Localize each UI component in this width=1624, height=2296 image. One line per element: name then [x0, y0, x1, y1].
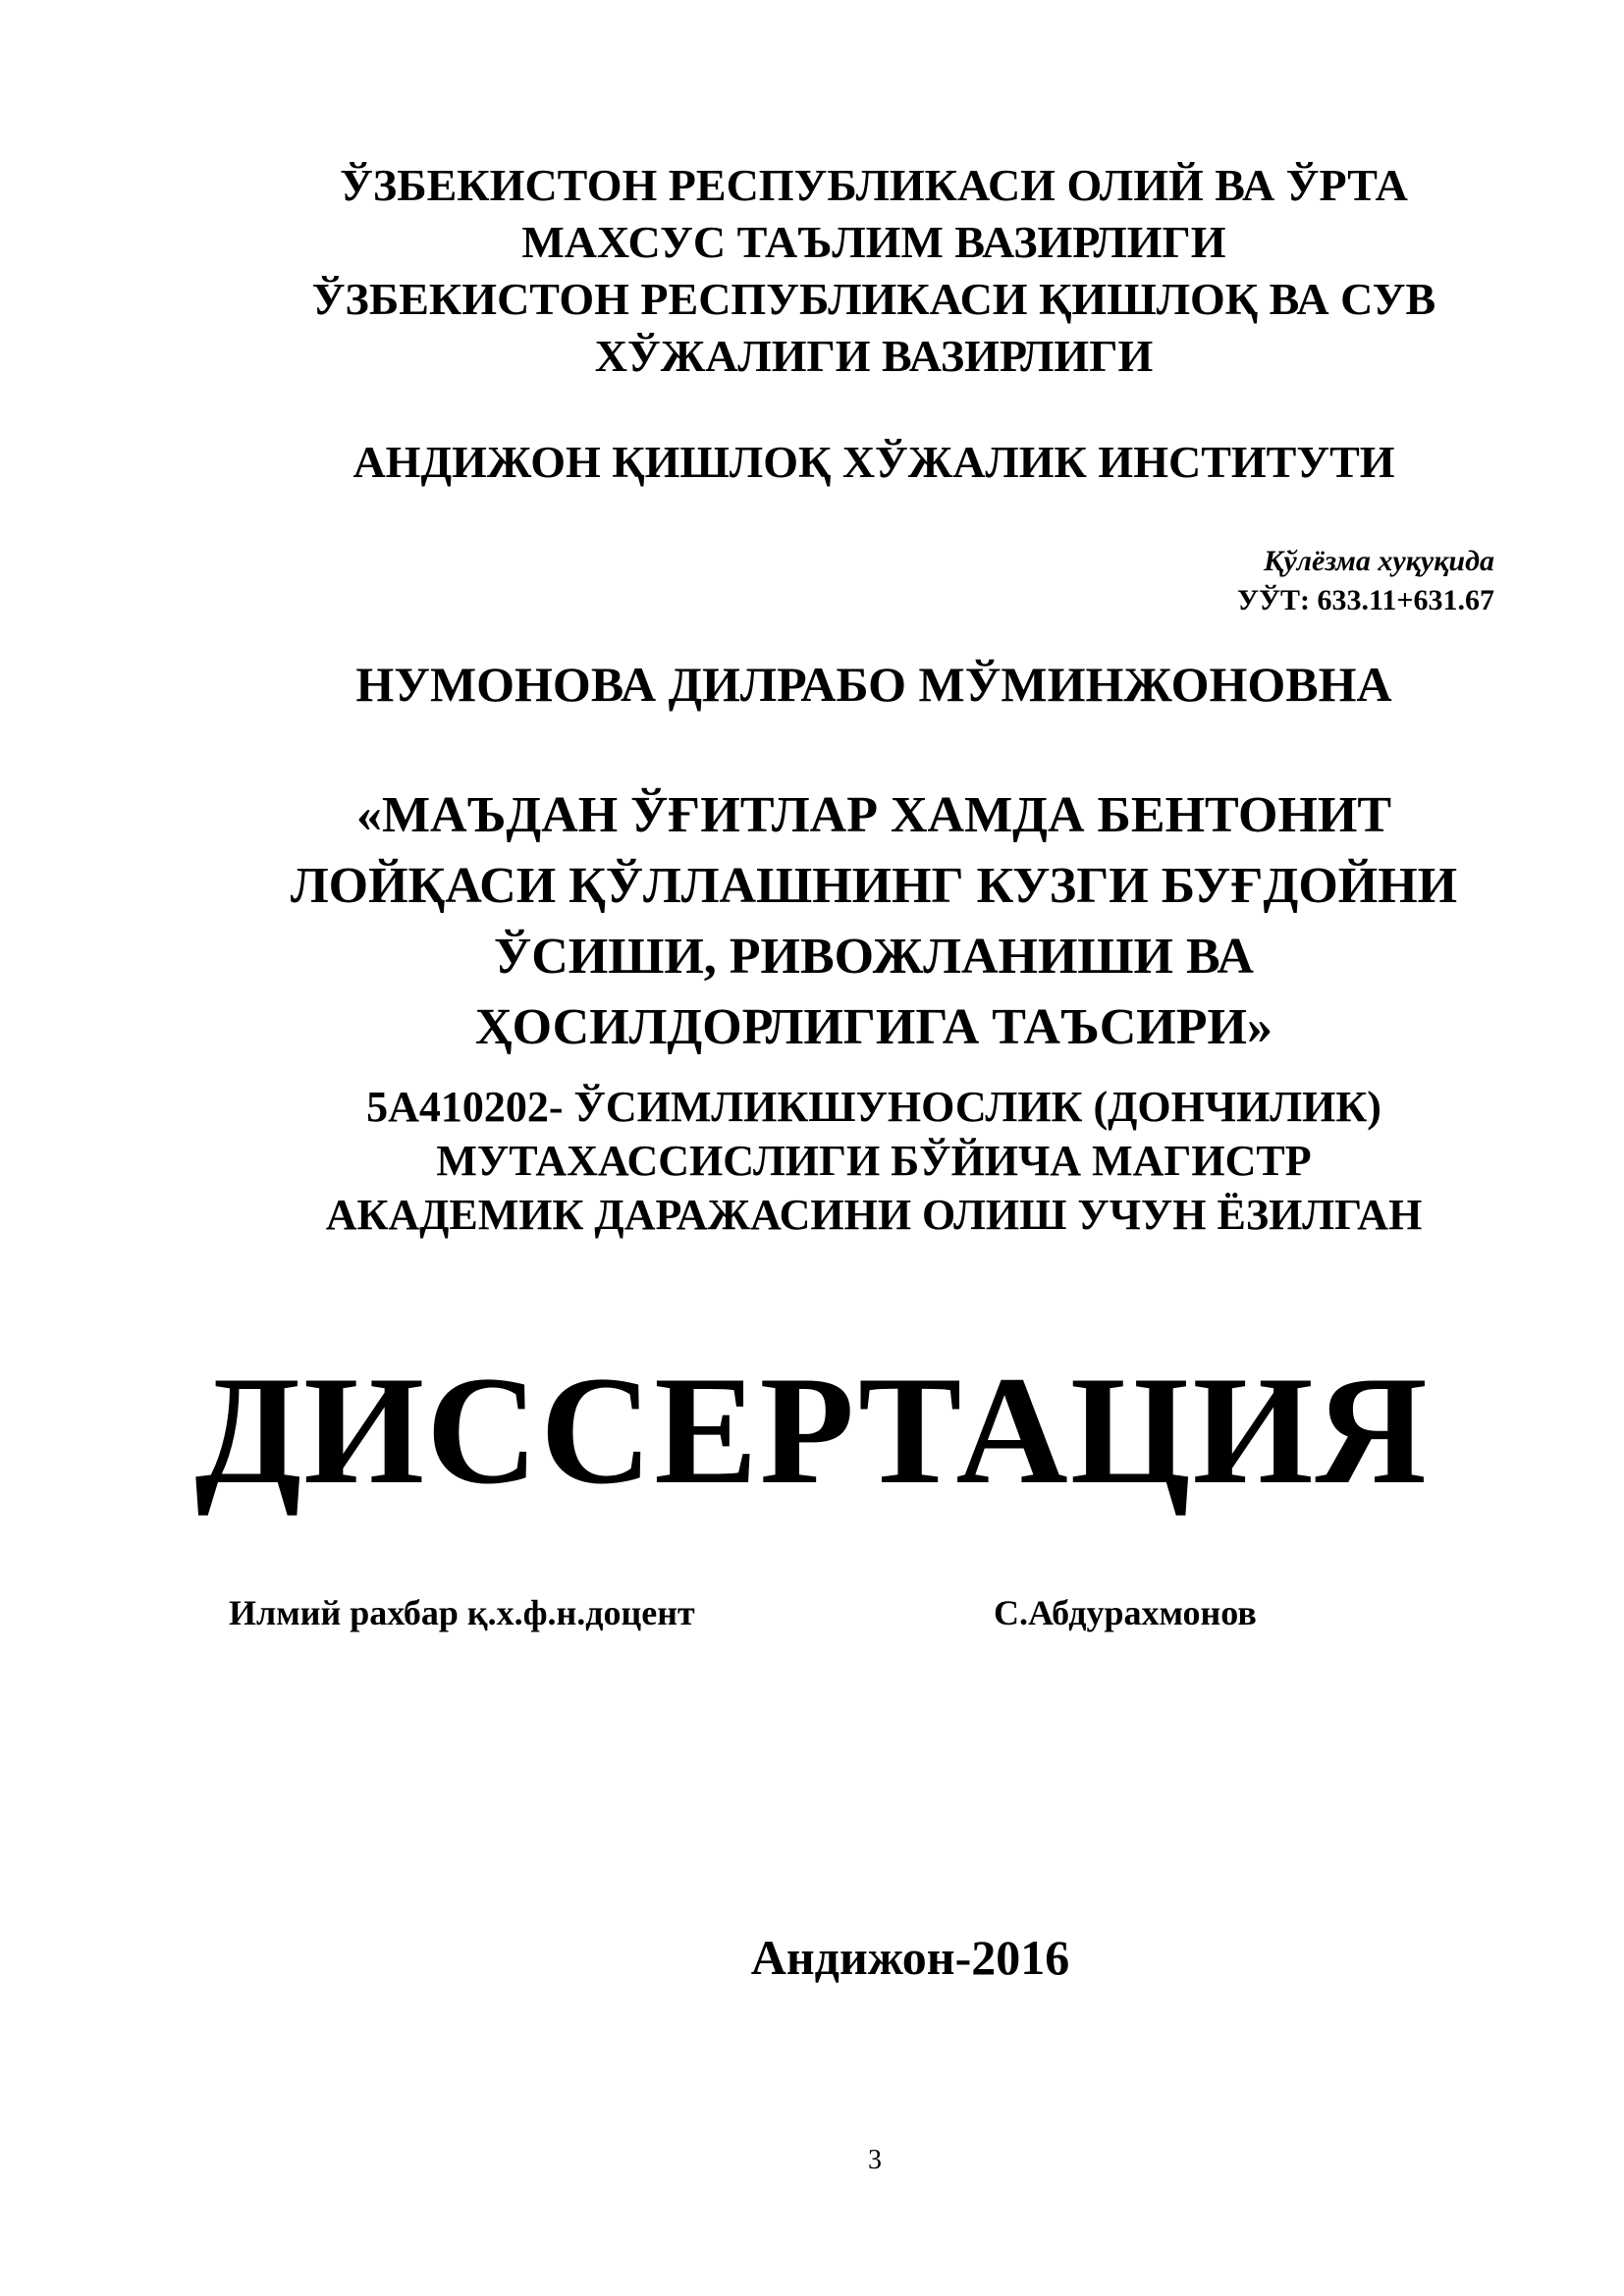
ministry-line: ЎЗБЕКИСТОН РЕСПУБЛИКАСИ ОЛИЙ ВА ЎРТА	[340, 160, 1408, 210]
ministry-line: ХЎЖАЛИГИ ВАЗИРЛИГИ	[594, 331, 1154, 381]
thesis-title	[206, 780, 1542, 1063]
udc-code: УЎТ: 633.11+631.67	[1237, 584, 1494, 616]
city-year: Андижон-2016	[750, 1930, 1070, 1985]
ministry-header	[236, 157, 1512, 385]
document-type-heading: ДИССЕРТАЦИЯ	[194, 1345, 1430, 1517]
specialty-line: АКАДЕМИК ДАРАЖАСИНИ ОЛИШ УЧУН ЁЗИЛГАН	[325, 1191, 1423, 1239]
supervisor-name: С.Абдурахмонов	[994, 1593, 1257, 1632]
supervisor-label: Илмий рахбар қ.х.ф.н.доцент	[229, 1593, 695, 1632]
title-line: ЎСИШИ, РИВОЖЛАНИШИ ВА	[494, 929, 1254, 985]
author-name: НУМОНОВА ДИЛРАБО МЎМИНЖОНОВНА	[355, 657, 1392, 712]
specialty-line: МУТАХАССИСЛИГИ БЎЙИЧА МАГИСТР	[436, 1137, 1312, 1185]
title-line: ЛОЙҚАСИ ҚЎЛЛАШНИНГ КУЗГИ БУҒДОЙНИ	[290, 858, 1458, 914]
manuscript-note: Қўлёзма хуқуқида	[1264, 545, 1494, 577]
specialty-block	[206, 1080, 1542, 1242]
specialty-line: 5А410202- ЎСИМЛИКШУНОСЛИК (ДОНЧИЛИК)	[366, 1083, 1381, 1131]
rights-block	[1237, 542, 1494, 620]
ministry-line: ЎЗБЕКИСТОН РЕСПУБЛИКАСИ ҚИШЛОҚ ВА СУВ	[311, 274, 1436, 324]
institute-name: АНДИЖОН ҚИШЛОҚ ХЎЖАЛИК ИНСТИТУТИ	[352, 437, 1395, 487]
page-number: 3	[868, 2145, 882, 2175]
title-line: «МАЪДАН ЎҒИТЛАР ХАМДА БЕНТОНИТ	[355, 787, 1392, 843]
title-line: ҲОСИЛДОРЛИГИГА ТАЪСИРИ»	[475, 999, 1272, 1055]
ministry-line: МАХСУС ТАЪЛИМ ВАЗИРЛИГИ	[521, 217, 1226, 267]
